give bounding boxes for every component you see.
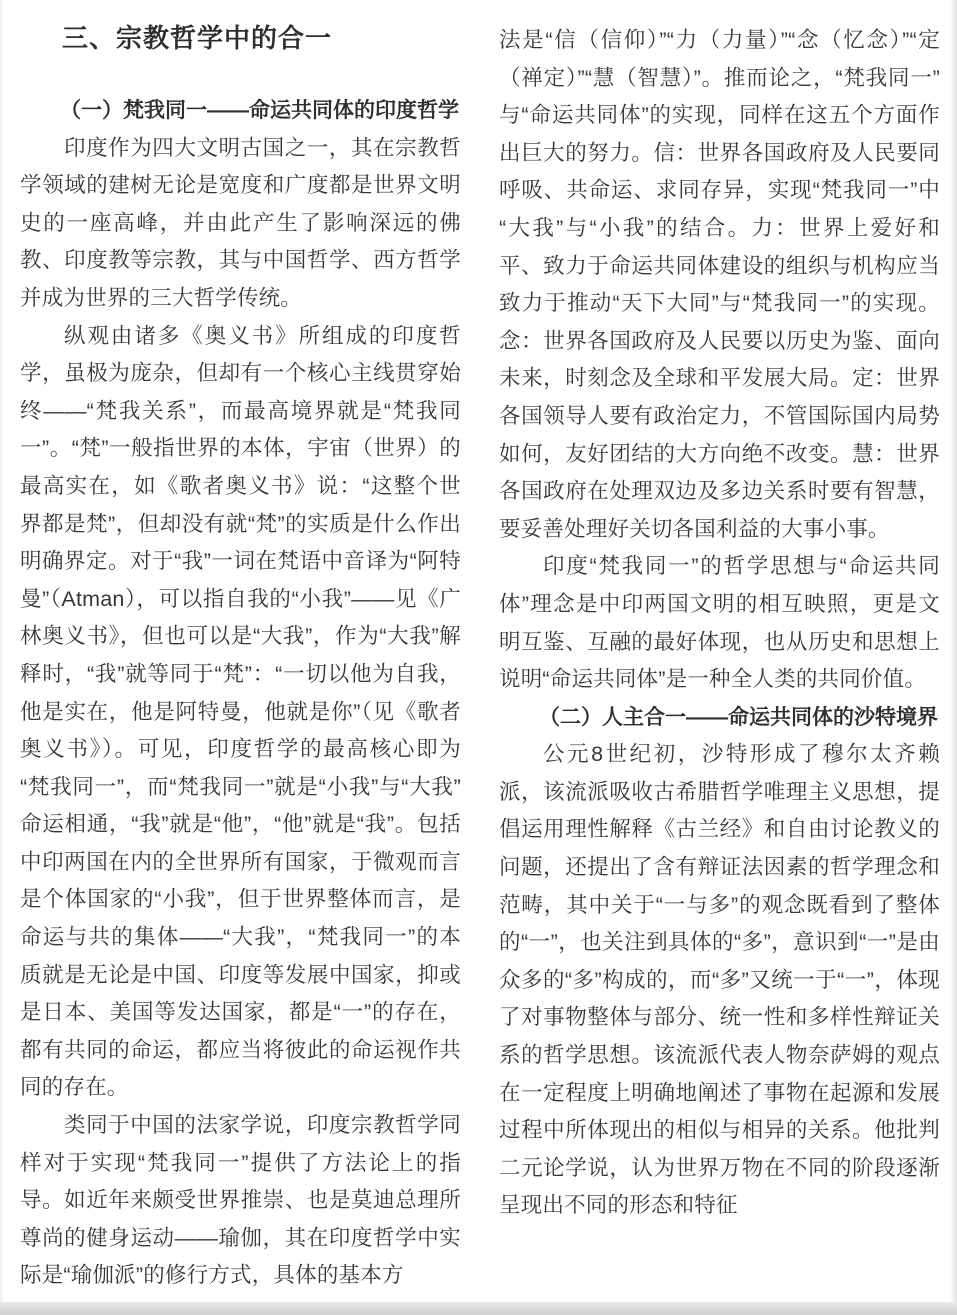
scan-edge-left	[0, 0, 4, 1315]
subsection-heading-1: （一）梵我同一——命运共同体的印度哲学	[60, 99, 459, 122]
section-heading: 三、宗教哲学中的合一	[62, 23, 333, 53]
paragraph-india-civilization: 印度作为四大文明古国之一，其在宗教哲学领域的建树无论是宽度和广度都是世界文明史的一座高峰，并由此产生了影响深远的佛教、印度教等宗教，其与中国哲学、西方哲学并成为世界的三大哲学传统。	[20, 135, 461, 310]
scan-edge-right	[950, 0, 957, 1315]
paragraph-upanishads-brahman-atman: 纵观由诸多《奥义书》所组成的印度哲学，虽极为庞杂，但却有一个核心主线贯穿始终——“梵我关系”，而最高境界就是“梵我同一”。“梵”一般指世界的本体，宇宙（世界）的最高实在，如《歌者奥义书》说：“这整个世界都是梵”，但却没有就“梵”的实质是什么作出明确界定。对于“我”一词在梵语中音译为“阿特曼”（Atman），可以指自我的“小我”——见《广林奥义书》，但也可以是“大我”，作为“大我”解释时，“我”就等同于“梵”：“一切以他为自我，他是实在，他是阿特曼，他就是你”（见《歌者奥义书》）。可见，印度哲学的最高核心即为“梵我同一”，而“梵我同一”就是“小我”与“大我”命运相通，“我”就是“他”，“他”就是“我”。包括中印两国在内的全世界所有国家，于微观而言是个体国家的“小我”，但于世界整体而言，是命运与共的集体——“大我”，“梵我同一”的本质就是无论是中国、印度等发展中国家，抑或是日本、美国等发达国家，都是“一”的存在，都有共同的命运，都应当将彼此的命运视作共同的存在。	[20, 323, 461, 1100]
paragraph-methodology-yoga-continued: 法是“信（信仰）”“力（力量）”“念（忆念）”“定（禅定）”“慧（智慧）”。推而论之，“梵我同一”与“命运共同体”的实现，同样在这五个方面作出巨大的努力。信：世界各国政府及人民要同呼吸、共命运、求同存异，实现“梵我同一”中“大我”与“小我”的结合。力：世界上爱好和平、致力于命运共同体建设的组织与机构应当致力于推动“天下大同”与“梵我同一”的实现。念：世界各国政府及人民要以历史为鉴、面向未来，时刻念及全球和平发展大局。定：世界各国领导人要有政治定力，不管国际国内局势如何，友好团结的大方向绝不改变。慧：世界各国政府在处理双边及多边关系时要有智慧，要妥善处理好关切各国利益的大事小事。	[499, 28, 940, 541]
scan-edge-bottom	[0, 1302, 957, 1315]
paragraph-shared-values: 印度“梵我同一”的哲学思想与“命运共同体”理念是中印两国文明的相互映照，更是文明互鉴、互融的最好体现，也从历史和思想上说明“命运共同体”是一种全人类的共同价值。	[499, 554, 940, 692]
paragraph-methodology-yoga-start: 类同于中国的法家学说，印度宗教哲学同样对于实现“梵我同一”提供了方法论上的指导。如近年来颇受世界推崇、也是莫迪总理所尊尚的健身运动——瑜伽，其在印度哲学中实际是“瑜伽派”的修行方式，具体的基本方	[20, 1113, 461, 1288]
subsection-heading-2: （二）人主合一——命运共同体的沙特境界	[539, 705, 938, 729]
paragraph-mutazila-start: 公元8世纪初，沙特形成了穆尔太齐赖派，该流派吸收古希腊哲学唯理主义思想，提倡运用理性解释《古兰经》和自由讨论教义的问题，还提出了含有辩证法因素的哲学理念和范畴，其中关于“一与多”的观念既看到了整体的“一”，也关注到具体的“多”，意识到“一”是由众多的“多”构成的，而“多”又统一于“一”，体现了对事物整体与部分、统一性和多样性辩证关系的哲学思想。该流派代表人物奈萨姆的观点在一定程度上明确地阐述了事物在起源和发展过程中所体现出的相似与相异的关系。他批判二元论学说，认为世界万物在不同的阶段逐渐呈现出不同的形态和特征	[499, 742, 940, 1218]
right-text-column	[499, 0, 940, 1225]
left-text-column	[20, 0, 461, 1295]
